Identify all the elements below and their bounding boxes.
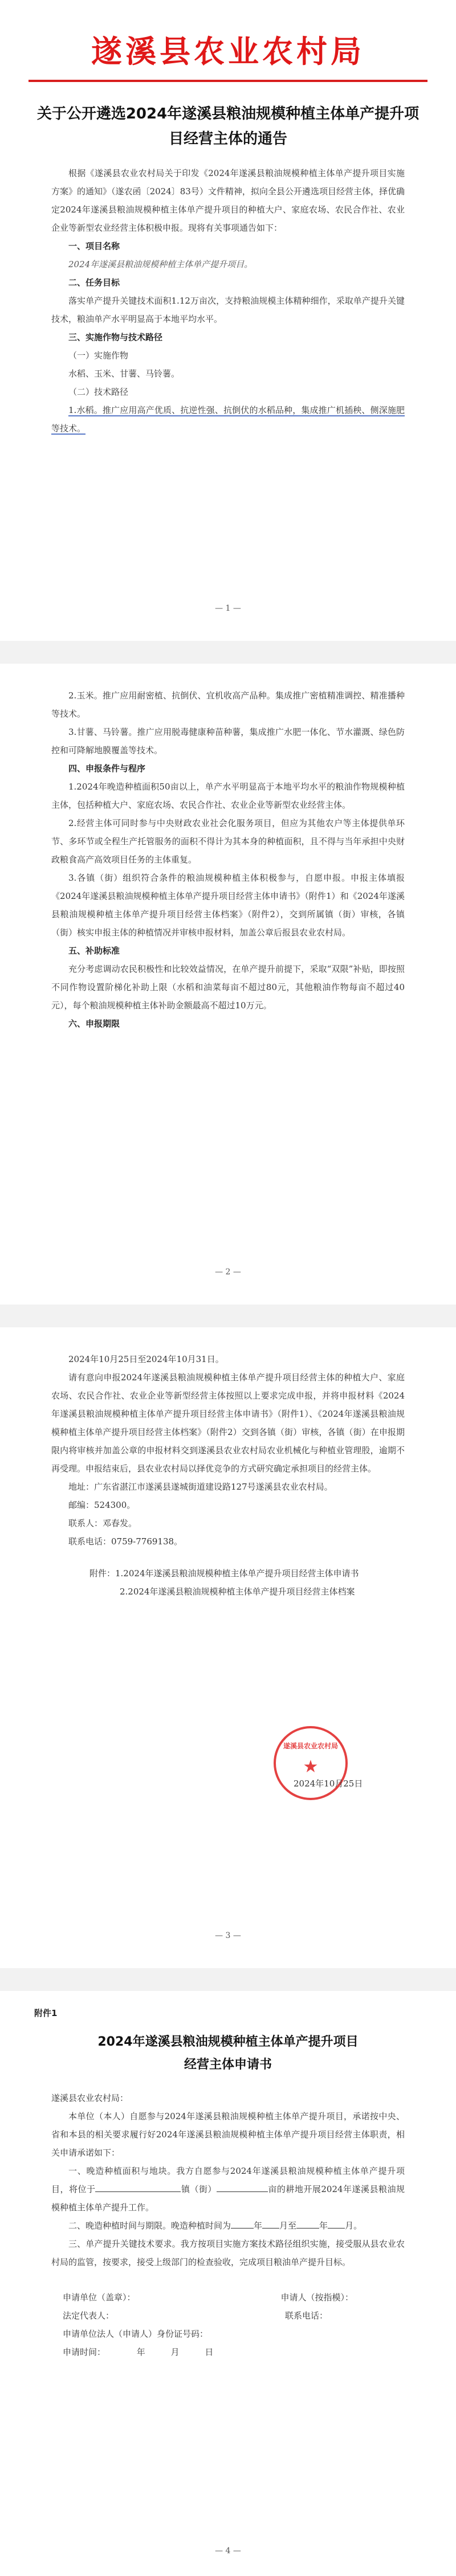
- heading-tech-path: （二）技术路径: [68, 387, 129, 397]
- attachment-1: 1.2024年遂溪县粮油规模种植主体单产提升项目经营主体申请书: [115, 1568, 359, 1579]
- year-label: 年: [319, 2221, 328, 2231]
- issue-date: 2024年10月25日: [294, 1778, 363, 1789]
- condition-3: 3.各镇（街）组织符合条件的粮油规模种植主体积极参与，自愿申报。申报主体填报《2024年遂溪县粮油规模种植主体单产提升项目经营主体申请书》（附件1）和《2024年遂溪县粮油规模种植主体单产提升项目经营主体档案》（附件2），交到所属镇（街）审核，各镇（街）核实申报主体的种植情况并审核申报材料，加盖公章后报县农业农村局。: [51, 873, 405, 938]
- goal-text: 落实单产提升关键技术面积1.12万亩次，支持粮油规模主体精种细作，采取单产提升关键技术，粮油单产水平明显高于本地平均水平。: [51, 296, 405, 324]
- page-4-body: [51, 2089, 405, 2361]
- page-2-body: [51, 686, 405, 1033]
- attachments-label: 附件：: [89, 1568, 115, 1579]
- heading-period: 六、申报期限: [68, 1019, 120, 1029]
- page-4: [0, 1991, 456, 2576]
- year-label: 年: [136, 2347, 145, 2357]
- heading-crops-tech: 三、实施作物与技术路径: [68, 332, 163, 342]
- day-label: 日: [205, 2347, 214, 2357]
- blank-field: [217, 2180, 268, 2192]
- id-number-row: [51, 2325, 405, 2343]
- masthead: 遂溪县农业农村局: [91, 34, 365, 69]
- page-number-4: — 4 —: [215, 2546, 241, 2555]
- tech-rice: [51, 401, 405, 437]
- id-number-label: 申请单位法人（申请人）身份证号码：: [63, 2329, 209, 2339]
- tech-rice-text: 1.水稻。推广应用高产优质、抗逆性强、抗倒伏的水稻品种，集成推广机插秧、侧深施肥等技术。: [51, 405, 405, 434]
- contact-phone: 联系电话：0759-7769138。: [68, 1536, 183, 1547]
- page-2: [0, 664, 456, 1305]
- blank-field: [231, 2217, 254, 2229]
- heading-conditions: 四、申报条件与程序: [68, 763, 146, 774]
- month-label: 月。: [345, 2221, 363, 2231]
- month-label: 月至: [279, 2221, 297, 2231]
- document-title: 关于公开遴选2024年遂溪县粮油规模种植主体单产提升项目经营主体的通告: [36, 105, 420, 148]
- application-body: 本单位（本人）自愿参与2024年遂溪县粮油规模种植主体单产提升项目，承诺按中央、省和本县的相关要求履行好2024年遂溪县粮油规模种植主体单产提升项目经营主体职责，相关申请承诺如下：: [51, 2111, 405, 2158]
- item-3: 三、单产提升关键技术要求。我方按项目实施方案技术路径组织实施，接受服从县农业农村局的监管，按要求，接受上级部门的检查验收，完成项目粮油单产提升目标。: [51, 2239, 405, 2267]
- contact-phone-label: 联系电话：: [284, 2311, 328, 2321]
- heading-project-name: 一、项目名称: [68, 241, 120, 251]
- page-number-3: — 3 —: [215, 1931, 241, 1940]
- item-1-mid: 镇（街）: [181, 2184, 217, 2194]
- legal-rep-label: 法定代表人：: [63, 2311, 115, 2321]
- year-label: 年: [254, 2221, 263, 2231]
- page-number-1: — 1 —: [215, 604, 241, 613]
- blank-field: [95, 2180, 181, 2192]
- page-gap: [0, 1305, 456, 1327]
- item-1: [51, 2162, 405, 2217]
- attachments: [51, 1564, 405, 1601]
- page-1-body: [51, 164, 405, 437]
- tech-corn: 2.玉米。推广应用耐密植、抗倒伏、宜机收高产品种。集成推广密植精准调控、精准播种等技术。: [51, 690, 405, 719]
- blank-field: [262, 2217, 279, 2229]
- address-text: 地址：广东省湛江市遂溪县遂城街道建设路127号遂溪县农业农村局。: [68, 1482, 333, 1492]
- page-number-2: — 2 —: [215, 1267, 241, 1277]
- blank-field: [328, 2217, 345, 2229]
- masthead-red-line: [28, 80, 427, 82]
- condition-2: 2.经营主体可同时参与中央财政农业社会化服务项目，但应为其他农户等主体提供单环节、多环节或全程生产托管服务的面积不得计为其本身的种植面积，且不得与当年承担中央财政粮食高产高效项目任务的主体重复。: [51, 818, 405, 865]
- attachment-label: 附件1: [34, 2008, 58, 2018]
- date-label: 申请时间：: [63, 2347, 106, 2357]
- project-name: 2024年遂溪县粮油规模种植主体单产提升项目。: [68, 259, 253, 269]
- page-gap: [0, 1968, 456, 1991]
- condition-1: 1.2024年晚造种植面积50亩以上，单产水平明显高于本地平均水平的粮油作物规模种植主体，包括种植大户、家庭农场、农民合作社、农业企业等新型农业经营主体。: [51, 782, 405, 810]
- salutation: 遂溪县农业农村局：: [51, 2093, 129, 2103]
- month-label: 月: [170, 2347, 180, 2357]
- signature-row-2: [51, 2307, 405, 2325]
- signature-row-1: [51, 2288, 405, 2307]
- contact-person: 联系人：邓春发。: [68, 1518, 137, 1528]
- heading-subsidy: 五、补助标准: [68, 946, 120, 956]
- intro-paragraph: 根据《遂溪县农业农村局关于印发《2024年遂溪县粮油规模种植主体单产提升项目实施方案》的通知》（遂农函〔2024〕83号）文件精神，拟向全县公开遴选项目经营主体，择优确定2024年遂溪县粮油规模种植主体单产提升项目的种植大户、家庭农场、农民合作社、农业企业等新型农业经营主体积极申报。现将有关事项通告如下：: [51, 168, 405, 233]
- period-text: 2024年10月25日至2024年10月31日。: [68, 1354, 224, 1364]
- item-1-title: 一、晚造种植面积与地块。我方自愿参与2024年遂溪县粮油规模种植主体单产提升项目，将位于: [51, 2166, 405, 2194]
- tech-potato: 3.甘薯、马铃薯。推广应用脱毒健康种苗种薯，集成推广水肥一体化、节水灌溉、绿色防控和可降解地膜覆盖等技术。: [51, 727, 405, 755]
- applicant-person-label: 申请人（按指模）：: [280, 2292, 353, 2303]
- applicant-unit-label: 申请单位（盖章）：: [63, 2292, 136, 2303]
- seal-star-icon: ★: [303, 1757, 319, 1777]
- date-row: [51, 2343, 405, 2361]
- item-2: [51, 2217, 405, 2235]
- page-3: [0, 1327, 456, 1968]
- crops-text: 水稻、玉米、甘薯、马铃薯。: [68, 369, 180, 379]
- postcode-text: 邮编：524300。: [68, 1500, 136, 1510]
- application-title: 2024年遂溪县粮油规模种植主体单产提升项目经营主体申请书: [97, 2035, 359, 2072]
- page-gap: [0, 641, 456, 664]
- item-1-end: 亩的耕地开展2024年遂溪县粮油规模种植主体单产提升工作。: [51, 2184, 405, 2213]
- heading-crops: （一）实施作物: [68, 350, 129, 361]
- item-2-title: 二、晚造种植时间与期限。晚造种植时间为: [68, 2221, 231, 2231]
- attachment-2: 2.2024年遂溪县粮油规模种植主体单产提升项目经营主体档案: [120, 1587, 355, 1597]
- subsidy-text: 充分考虑调动农民积极性和比较效益情况，在单产提升前提下，采取“双限”补贴，即按照不同作物设置阶梯化补助上限（水稻和油菜每亩不超过80元，其他粮油作物每亩不超过40元），每个粮油规模种植主体补助金额最高不超过10万元。: [51, 964, 405, 1011]
- heading-goal: 二、任务目标: [68, 277, 120, 288]
- seal-org-name: 遂溪县农业农村局: [283, 1742, 338, 1750]
- blank-field: [296, 2217, 319, 2229]
- notice-text: 请有意向申报2024年遂溪县粮油规模种植主体单产提升项目经营主体的种植大户、家庭农场、农民合作社、农业企业等新型经营主体按照以上要求完成申报，并将申报材料《2024年遂溪县粮油规模种植主体单产提升项目经营主体申请书》（附件1）、《2024年遂溪县粮油规模种植主体单产提升项目经营主体档案》（附件2）交到各镇（街）审核，各镇（街）在申报期限内将审核并加盖公章的申报材料交到遂溪县农业农村局农业机械化与种植业管理股，逾期不再受理。申报结束后，县农业农村局以择优竞争的方式研究确定承担项目的经营主体。: [51, 1372, 405, 1474]
- page-3-body: [51, 1350, 405, 1601]
- page-1: [0, 0, 456, 641]
